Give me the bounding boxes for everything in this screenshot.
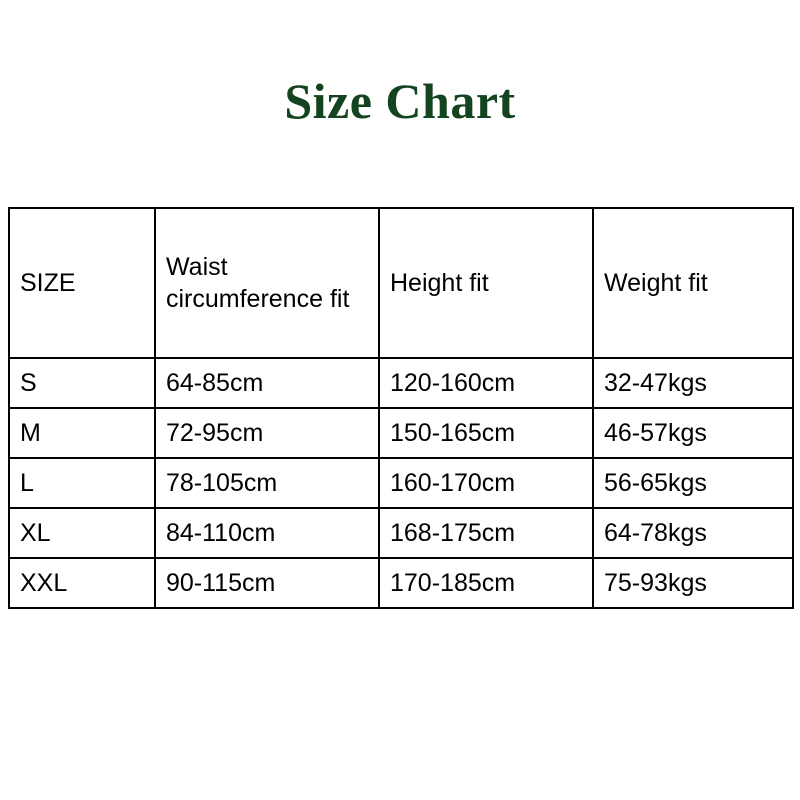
cell-height-text: 160-170cm	[390, 468, 516, 497]
cell-height	[379, 408, 593, 458]
cell-weight-text: 75-93kgs	[604, 568, 707, 597]
column-header-height-label: Height fit	[390, 269, 489, 297]
cell-size	[9, 558, 155, 608]
cell-size-text: XL	[20, 518, 51, 547]
cell-weight	[593, 408, 793, 458]
cell-waist-text: 64-85cm	[166, 368, 264, 397]
cell-size	[9, 408, 155, 458]
cell-size-text: XXL	[20, 568, 68, 597]
cell-waist	[155, 358, 379, 408]
table-row	[9, 358, 793, 408]
cell-size	[9, 508, 155, 558]
table-row	[9, 508, 793, 558]
table-header	[9, 208, 793, 358]
cell-size-text: S	[20, 368, 37, 397]
cell-height	[379, 458, 593, 508]
size-chart-table	[8, 207, 794, 609]
column-header-waist-line2: circumference fit	[166, 285, 350, 313]
table-row	[9, 408, 793, 458]
cell-height	[379, 508, 593, 558]
column-header-size-label: SIZE	[20, 269, 76, 297]
cell-waist-text: 72-95cm	[166, 418, 264, 447]
column-header-weight	[593, 208, 793, 358]
cell-weight-text: 46-57kgs	[604, 418, 707, 447]
column-header-height	[379, 208, 593, 358]
cell-weight	[593, 558, 793, 608]
cell-size	[9, 358, 155, 408]
cell-waist	[155, 558, 379, 608]
cell-height-text: 170-185cm	[390, 568, 516, 597]
table-header-row	[9, 208, 793, 358]
cell-size-text: M	[20, 418, 41, 447]
cell-weight	[593, 358, 793, 408]
cell-height-text: 120-160cm	[390, 368, 516, 397]
cell-waist	[155, 408, 379, 458]
table-row	[9, 458, 793, 508]
cell-weight-text: 64-78kgs	[604, 518, 707, 547]
size-chart-table-container	[8, 207, 792, 609]
page-title: Size Chart	[284, 73, 516, 129]
cell-waist-text: 90-115cm	[166, 568, 276, 597]
cell-weight-text: 56-65kgs	[604, 468, 707, 497]
column-header-waist	[155, 208, 379, 358]
column-header-weight-label: Weight fit	[604, 269, 708, 297]
cell-waist	[155, 508, 379, 558]
cell-waist-text: 84-110cm	[166, 518, 276, 547]
cell-size-text: L	[20, 468, 34, 497]
cell-height-text: 168-175cm	[390, 518, 516, 547]
column-header-waist-line1: Waist	[166, 252, 228, 281]
cell-height-text: 150-165cm	[390, 418, 516, 447]
cell-size	[9, 458, 155, 508]
cell-height	[379, 358, 593, 408]
column-header-size	[9, 208, 155, 358]
cell-weight	[593, 508, 793, 558]
table-body	[9, 358, 793, 608]
cell-weight-text: 32-47kgs	[604, 368, 707, 397]
cell-weight	[593, 458, 793, 508]
cell-height	[379, 558, 593, 608]
cell-waist	[155, 458, 379, 508]
cell-waist-text: 78-105cm	[166, 468, 278, 497]
table-row	[9, 558, 793, 608]
